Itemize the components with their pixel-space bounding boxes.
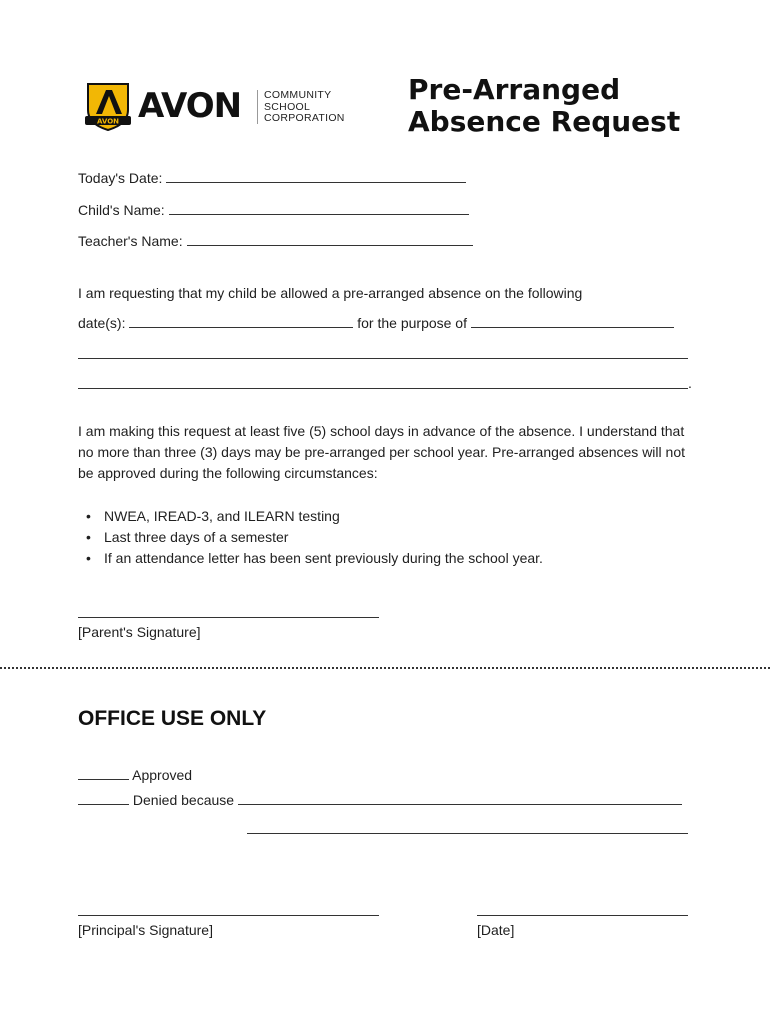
brand-wordmark: AVON xyxy=(138,86,242,126)
office-use-heading: OFFICE USE ONLY xyxy=(78,707,267,730)
crest-banner-text: AVON xyxy=(96,117,120,126)
title-line-1: Pre-Arranged xyxy=(408,73,621,106)
childs-name-label: Child's Name: xyxy=(78,202,165,218)
childs-name-field[interactable] xyxy=(78,200,469,220)
date-line[interactable] xyxy=(477,915,688,916)
cut-line-divider xyxy=(0,667,770,669)
corporation-name xyxy=(264,90,345,125)
approved-blank[interactable] xyxy=(78,765,129,780)
list-item: • NWEA, IREAD-3, and ILEARN testing xyxy=(78,506,688,527)
page-title xyxy=(408,74,680,138)
logo-divider xyxy=(257,90,258,124)
childs-name-blank[interactable] xyxy=(169,200,469,215)
title-line-2: Absence Request xyxy=(408,105,681,138)
dates-blank[interactable] xyxy=(129,313,353,328)
todays-date-field[interactable] xyxy=(78,168,466,188)
principal-signature-label: [Principal's Signature] xyxy=(78,922,213,938)
purpose-blank[interactable] xyxy=(471,313,674,328)
parent-signature-line[interactable] xyxy=(78,617,379,618)
denied-reason-blank[interactable] xyxy=(238,790,682,805)
purpose-continuation-line-2[interactable] xyxy=(78,388,688,389)
denied-reason-line-2[interactable] xyxy=(247,833,688,834)
teachers-name-blank[interactable] xyxy=(187,231,473,246)
request-line-1: I am requesting that my child be allowed a pre-arranged absence on the following xyxy=(78,285,583,301)
dates-label: date(s): xyxy=(78,315,126,331)
teachers-name-field[interactable] xyxy=(78,231,473,251)
approved-label: Approved xyxy=(132,767,193,783)
purpose-end-period: . xyxy=(688,375,692,391)
request-dates-row[interactable] xyxy=(78,313,674,333)
corp-line: SCHOOL xyxy=(264,100,311,113)
list-item: • If an attendance letter has been sent previously during the school year. xyxy=(78,548,688,569)
purpose-label: for the purpose of xyxy=(357,315,467,331)
date-label: [Date] xyxy=(477,922,515,938)
policy-paragraph: I am making this request at least five (5) school days in advance of the absence. I understand that no more than three (3) days may be pre-arranged per school year. Pre-arranged absences will not be approved during the following circumstances: xyxy=(78,423,685,481)
corp-line: COMMUNITY xyxy=(264,89,332,101)
parent-signature-label: [Parent's Signature] xyxy=(78,624,201,640)
denied-label: Denied because xyxy=(132,792,235,808)
todays-date-label: Today's Date: xyxy=(78,170,163,186)
todays-date-blank[interactable] xyxy=(166,168,466,183)
teachers-name-label: Teacher's Name: xyxy=(78,233,183,249)
denied-row[interactable] xyxy=(78,790,682,810)
purpose-continuation-line-1[interactable] xyxy=(78,358,688,359)
denied-blank[interactable] xyxy=(78,790,129,805)
school-crest-icon xyxy=(82,80,134,132)
corp-line: CORPORATION xyxy=(264,112,345,124)
avon-logo xyxy=(82,80,352,136)
circumstances-list xyxy=(78,506,688,569)
list-item: • Last three days of a semester xyxy=(78,527,688,548)
approved-row[interactable] xyxy=(78,765,192,785)
principal-signature-line[interactable] xyxy=(78,915,379,916)
